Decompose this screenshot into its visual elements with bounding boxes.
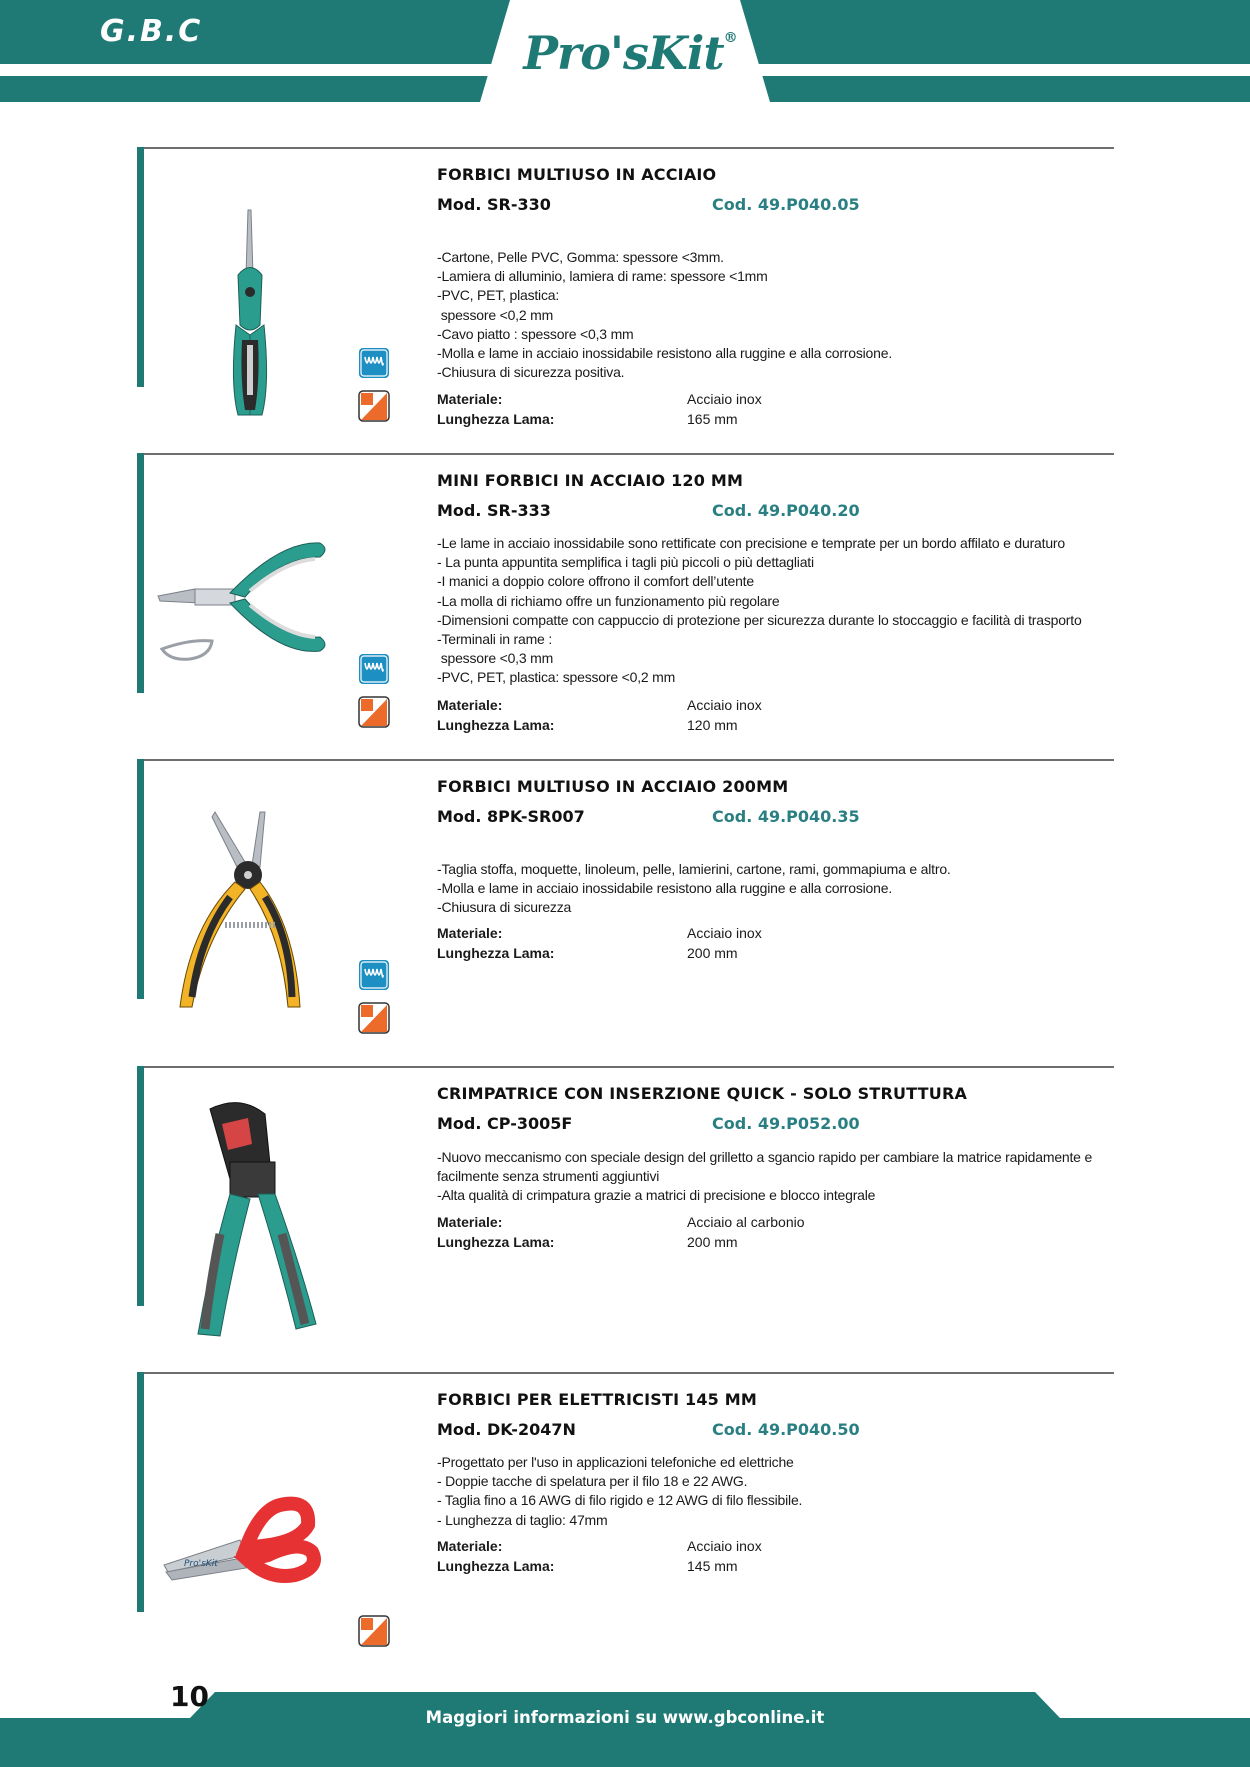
product-card (0, 1066, 1250, 1372)
spec-row-material (437, 924, 1117, 944)
description-line: -Cartone, Pelle PVC, Gomma: spessore <3mm. (437, 249, 724, 265)
description-line: -Cavo piatto : spessore <0,3 mm (437, 325, 634, 342)
description-line: -Taglia stoffa, moquette, linoleum, pelle, lamierini, cartone, rami, gommapiuma e altro. (437, 861, 951, 877)
spec-value: Acciaio inox (687, 697, 762, 713)
spring-icon (358, 959, 390, 991)
spec-row-material (437, 1537, 1117, 1557)
product-specs (437, 1213, 1117, 1252)
blade-icon (358, 390, 390, 422)
yellow-multipurpose-shears-icon (150, 777, 350, 1037)
description-line: -Le lame in acciaio inossidabile sono rettificate con precisione e temprate per un bordo affilato e duraturo (437, 535, 1065, 551)
product-description (437, 534, 1117, 688)
blade-icon (358, 696, 390, 728)
mini-snips-icon (150, 471, 350, 731)
description-line: -Alta qualità di crimpatura grazie a matrici di precisione e blocco integrale (437, 1187, 876, 1204)
description-line: -Dimensioni compatte con cappuccio di protezione per sicurezza durante lo stoccaggio e facilità di trasporto (437, 611, 1082, 628)
description-line: -PVC, PET, plastica: (437, 287, 560, 304)
spec-row-blade-length (437, 410, 1117, 430)
product-accent-bar (137, 1066, 144, 1306)
page-number: 10 (170, 1680, 209, 1713)
product-divider (144, 759, 1114, 761)
brand-name: G.B.C (100, 14, 203, 49)
spec-label: Lunghezza Lama: (437, 944, 555, 961)
product-code: Cod. 49.P040.50 (712, 1420, 860, 1439)
blade-icon (358, 1615, 390, 1647)
description-line: -Nuovo meccanismo con speciale design del grilletto a sgancio rapido per cambiare la matrice rapidamente e facilmente senza strumenti aggiuntivi (437, 1149, 1096, 1185)
description-line: spessore <0,3 mm (437, 650, 554, 667)
proskit-logo (515, 26, 745, 80)
product-code: Cod. 49.P040.35 (712, 807, 860, 826)
teal-precision-scissors-icon (150, 165, 350, 425)
product-divider (144, 453, 1114, 455)
spec-label: Materiale: (437, 1538, 503, 1554)
product-accent-bar (137, 1372, 144, 1612)
description-line: -PVC, PET, plastica: spessore <0,2 mm (437, 669, 676, 686)
logo-text: Pro'sKit (523, 26, 724, 80)
product-code: Cod. 49.P052.00 (712, 1114, 860, 1133)
product-specs (437, 1537, 1117, 1576)
description-line: -Lamiera di alluminio, lamiera di rame: spessore <1mm (437, 268, 768, 285)
description-line: -La molla di richiamo offre un funzionamento più regolare (437, 592, 780, 609)
registered-mark: ® (723, 30, 737, 46)
description-line: -Terminali in rame : (437, 631, 553, 648)
spec-row-material (437, 1213, 1117, 1233)
product-accent-bar (137, 147, 144, 387)
description-line: - La punta appuntita semplifica i tagli più piccoli o più dettagliati (437, 554, 814, 571)
spring-icon (358, 347, 390, 379)
product-title: FORBICI MULTIUSO IN ACCIAIO (437, 165, 717, 184)
product-card (0, 147, 1250, 453)
product-specs (437, 696, 1117, 735)
product-description (437, 860, 1117, 918)
product-code: Cod. 49.P040.05 (712, 195, 860, 214)
spec-row-blade-length (437, 1557, 1117, 1577)
description-line: - Doppie tacche di spelatura per il filo 18 e 22 AWG. (437, 1473, 748, 1490)
spec-value: 200 mm (687, 1233, 738, 1250)
spec-row-material (437, 390, 1117, 410)
spec-row-blade-length (437, 1233, 1117, 1253)
spec-value: Acciaio inox (687, 925, 762, 941)
description-line: -Molla e lame in acciaio inossidabile resistono alla ruggine e alla corrosione. (437, 345, 893, 362)
description-line: -Chiusura di sicurezza (437, 899, 572, 916)
product-accent-bar (137, 759, 144, 999)
description-line: spessore <0,2 mm (437, 306, 554, 323)
description-line: -Progettato per l'uso in applicazioni telefoniche ed elettriche (437, 1454, 794, 1470)
spec-row-blade-length (437, 716, 1117, 736)
product-model: Mod. 8PK-SR007 (437, 807, 585, 826)
spec-label: Materiale: (437, 925, 503, 941)
product-model: Mod. DK-2047N (437, 1420, 576, 1439)
spec-label: Materiale: (437, 391, 503, 407)
spring-icon (358, 653, 390, 685)
description-line: -Molla e lame in acciaio inossidabile resistono alla ruggine e alla corrosione. (437, 880, 893, 897)
product-title: FORBICI MULTIUSO IN ACCIAIO 200MM (437, 777, 789, 796)
description-line: - Taglia fino a 16 AWG di filo rigido e 12 AWG di filo flessibile. (437, 1492, 803, 1509)
product-title: FORBICI PER ELETTRICISTI 145 MM (437, 1390, 758, 1409)
product-specs (437, 390, 1117, 429)
product-title: CRIMPATRICE CON INSERZIONE QUICK - SOLO STRUTTURA (437, 1084, 968, 1103)
spec-value: Acciaio al carbonio (687, 1214, 805, 1230)
product-model: Mod. CP-3005F (437, 1114, 573, 1133)
electrician-scissors-icon (150, 1390, 350, 1650)
spec-label: Lunghezza Lama: (437, 716, 555, 733)
footer-website-link[interactable]: Maggiori informazioni su www.gbconline.it (425, 1708, 825, 1727)
spec-label: Materiale: (437, 1214, 503, 1230)
product-divider (144, 1066, 1114, 1068)
spec-label: Lunghezza Lama: (437, 1557, 555, 1574)
spec-value: 165 mm (687, 410, 738, 427)
spec-label: Materiale: (437, 697, 503, 713)
spec-row-blade-length (437, 944, 1117, 964)
product-divider (144, 1372, 1114, 1374)
description-line: -I manici a doppio colore offrono il comfort dell’utente (437, 573, 754, 590)
spec-label: Lunghezza Lama: (437, 1233, 555, 1250)
product-accent-bar (137, 453, 144, 693)
blade-icon (358, 1002, 390, 1034)
product-model: Mod. SR-333 (437, 501, 551, 520)
product-card (0, 453, 1250, 759)
spec-row-material (437, 696, 1117, 716)
spec-value: 145 mm (687, 1557, 738, 1574)
product-divider (144, 147, 1114, 149)
blade-brand-label: Pro'sKit (184, 1559, 218, 1569)
product-title: MINI FORBICI IN ACCIAIO 120 MM (437, 471, 744, 490)
product-specs (437, 924, 1117, 963)
crimping-tool-icon (150, 1084, 350, 1344)
spec-value: 120 mm (687, 716, 738, 733)
footer-tab-shape (190, 1692, 1060, 1767)
description-line: -Chiusura di sicurezza positiva. (437, 364, 625, 381)
description-line: - Lunghezza di taglio: 47mm (437, 1511, 608, 1528)
product-description (437, 1453, 1117, 1530)
product-code: Cod. 49.P040.20 (712, 501, 860, 520)
spec-label: Lunghezza Lama: (437, 410, 555, 427)
spec-value: Acciaio inox (687, 391, 762, 407)
product-description (437, 1148, 1117, 1206)
product-card (0, 759, 1250, 1065)
product-card (0, 1372, 1250, 1678)
product-model: Mod. SR-330 (437, 195, 551, 214)
product-description (437, 248, 1117, 382)
spec-value: 200 mm (687, 944, 738, 961)
spec-value: Acciaio inox (687, 1538, 762, 1554)
